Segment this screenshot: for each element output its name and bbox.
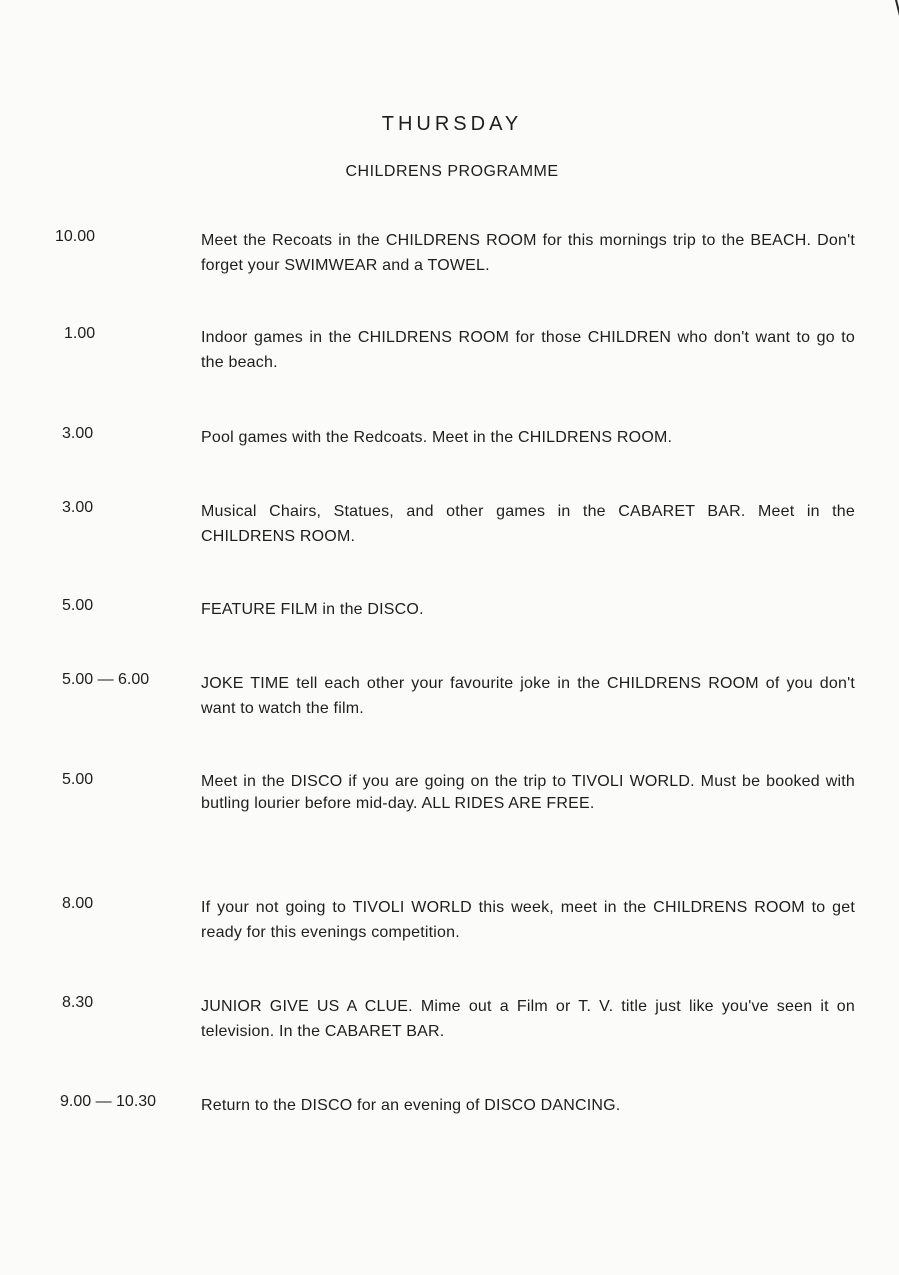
entry-time: 1.00 bbox=[64, 325, 96, 342]
programme-title: CHILDRENS PROGRAMME bbox=[345, 163, 559, 180]
entry-description: Indoor games in the CHILDRENS ROOM for those CHILDREN who don't want to go to the beach. bbox=[201, 329, 855, 371]
entry-time: 8.30 bbox=[62, 994, 94, 1011]
entry-description: Meet the Recoats in the CHILDRENS ROOM for this mornings trip to the BEACH. Don't forget your SWIMWEAR and a TOWEL. bbox=[201, 232, 855, 274]
day-title: THURSDAY bbox=[381, 113, 523, 135]
entry-time: 5.00 bbox=[62, 771, 94, 788]
entry-description: If your not going to TIVOLI WORLD this week, meet in the CHILDRENS ROOM to get ready for this evenings competition. bbox=[201, 899, 855, 941]
entry-time: 8.00 bbox=[62, 895, 94, 912]
entry-description: Meet in the DISCO if you are going on the trip to TIVOLI WORLD. Must be booked with butling lourier before mid-day. ALL RIDES ARE FREE. bbox=[201, 773, 855, 812]
page-edge-mark bbox=[895, 0, 899, 37]
entry-time: 10.00 bbox=[55, 228, 96, 245]
entry-description: JOKE TIME tell each other your favourite joke in the CHILDRENS ROOM of you don't want to watch the film. bbox=[201, 675, 855, 717]
entry-description: FEATURE FILM in the DISCO. bbox=[201, 601, 424, 618]
entry-time: 5.00 bbox=[62, 597, 94, 614]
entry-time: 9.00 — 10.30 bbox=[60, 1093, 157, 1110]
entry-description: Return to the DISCO for an evening of DISCO DANCING. bbox=[201, 1097, 621, 1114]
entry-description: JUNIOR GIVE US A CLUE. Mime out a Film or T. V. title just like you've seen it on television. In the CABARET BAR. bbox=[201, 998, 855, 1040]
entry-time: 3.00 bbox=[62, 499, 94, 516]
entry-description: Pool games with the Redcoats. Meet in the CHILDRENS ROOM. bbox=[201, 429, 673, 446]
entry-description: Musical Chairs, Statues, and other games in the CABARET BAR. Meet in the CHILDRENS ROOM. bbox=[201, 503, 855, 545]
entry-time: 3.00 bbox=[62, 425, 94, 442]
entry-time: 5.00 — 6.00 bbox=[62, 671, 150, 688]
